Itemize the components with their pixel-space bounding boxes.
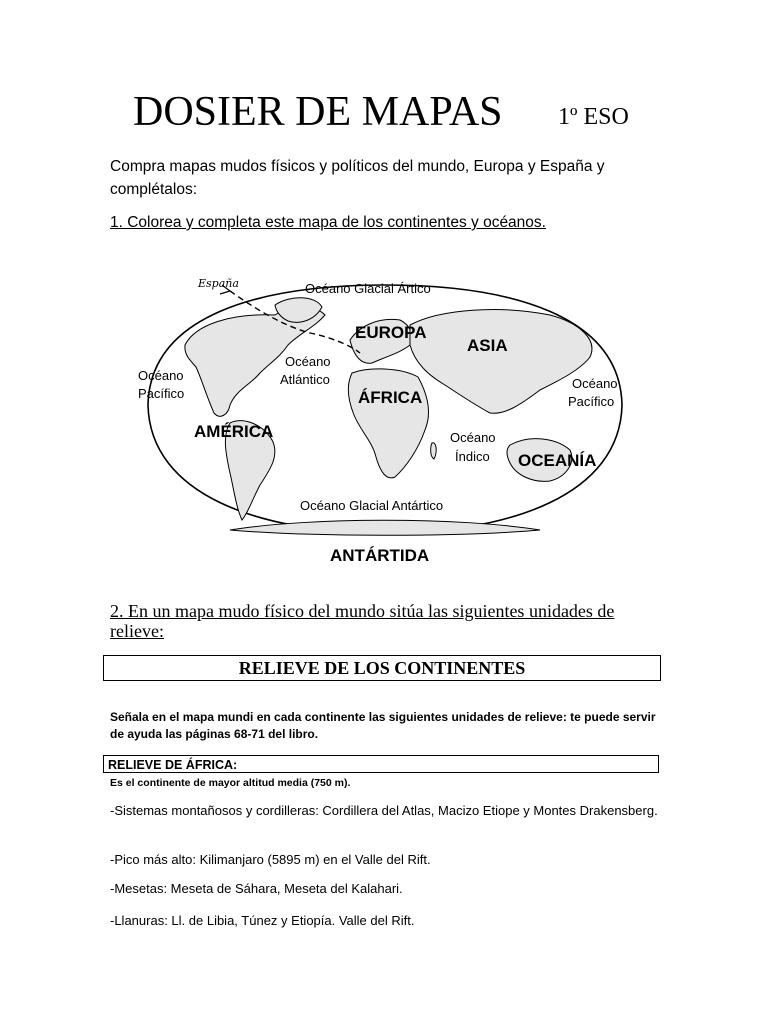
document-title: DOSIER DE MAPAS [133,89,503,135]
madagascar-shape [431,443,436,459]
label-pacific-right-2: Pacífico [568,394,615,409]
label-espana: España [198,277,239,290]
list-item: -Mesetas: Meseta de Sáhara, Meseta del Kalahari. [110,881,403,896]
label-atlantic-1: Océano [285,354,331,369]
label-oceania: OCEANÍA [518,451,597,470]
relieve-title-box: RELIEVE DE LOS CONTINENTES [103,655,661,681]
label-pacific-left-1: Océano [138,368,184,383]
africa-heading-box: RELIEVE DE ÁFRICA: [103,755,659,773]
world-map [110,245,660,585]
label-europa: EUROPA [355,323,427,342]
label-arctic-ocean: Océano Glacial Ártico [305,281,431,296]
label-indian-2: Índico [455,449,490,464]
label-antarctic-ocean: Océano Glacial Antártico [300,498,444,513]
label-atlantic-2: Atlántico [280,372,330,387]
list-item: -Pico más alto: Kilimanjaro (5895 m) en el Valle del Rift. [110,852,431,867]
label-africa: ÁFRICA [358,388,423,407]
label-pacific-left-2: Pacífico [138,386,185,401]
label-indian-1: Océano [450,430,496,445]
label-america: AMÉRICA [194,422,274,441]
label-pacific-right-1: Océano [572,376,618,391]
label-antartida: ANTÁRTIDA [330,546,430,565]
list-item: -Llanuras: Ll. de Libia, Túnez y Etiopía. Valle del Rift. [110,913,415,928]
section-2-heading: 2. En un mapa mudo físico del mundo sitúa las siguientes unidades de relieve: [110,601,615,641]
course-level: 1º ESO [558,104,629,130]
section-1-heading: 1. Colorea y completa este mapa de los continentes y océanos. [110,214,546,231]
label-asia: ASIA [467,336,508,355]
instructions-text: Señala en el mapa mundi en cada continente las siguientes unidades de relieve: te puede servir de ayuda las páginas 68-71 del libro. [110,710,656,741]
africa-subtitle: Es el continente de mayor altitud media (750 m). [110,777,351,789]
intro-text: Compra mapas mudos físicos y políticos del mundo, Europa y España y complétalos: [110,158,605,198]
list-item: -Sistemas montañosos y cordilleras: Cordillera del Atlas, Macizo Etiope y Montes Drakensberg. [110,803,658,818]
